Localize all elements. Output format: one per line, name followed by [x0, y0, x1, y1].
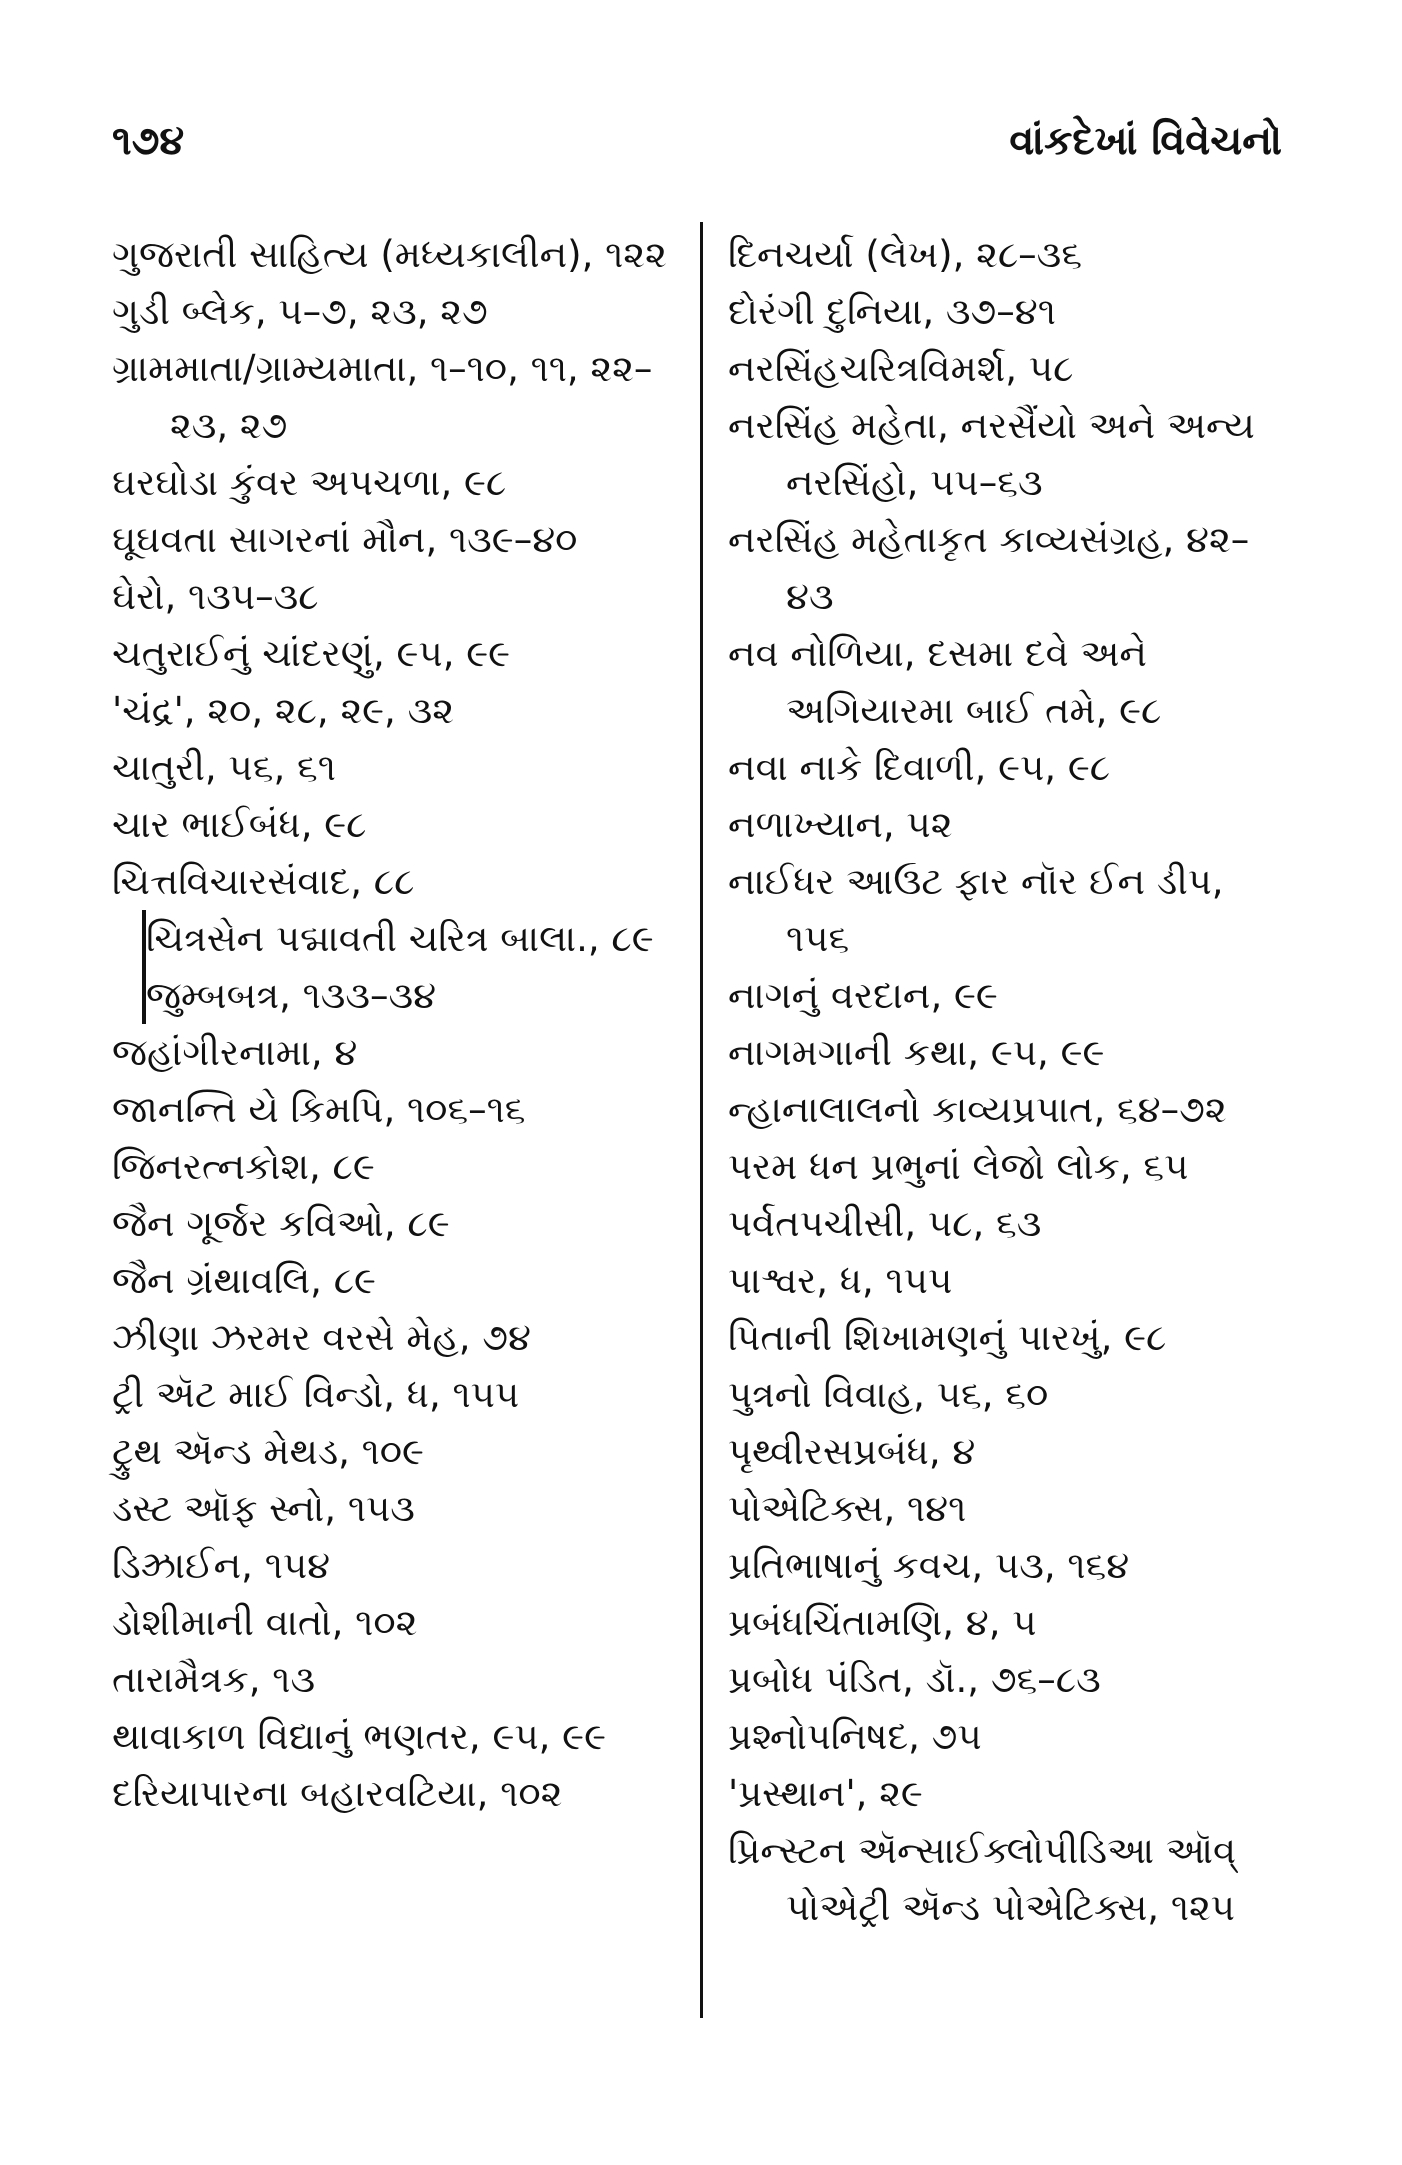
index-entry: નાગમગાની કથા, ૯૫, ૯૯	[728, 1031, 1105, 1074]
index-entry: ચાતુરી, ૫૬, ૬૧	[112, 746, 336, 789]
index-entry: નાઈધર આઉટ ફાર નૉર ઈન ડીપ, ૧૫૬	[728, 860, 1224, 960]
index-left-column	[112, 226, 692, 1822]
column-divider	[700, 222, 703, 2018]
index-entry: પ્રતિભાષાનું કવચ, ૫૩, ૧૬૪	[728, 1544, 1130, 1587]
index-entry: ઝીણા ઝરમર વરસે મેહ, ૭૪	[112, 1316, 531, 1359]
index-entry: પ્રશ્નોપનિષદ, ૭૫	[728, 1715, 982, 1758]
index-entry: પોએટિક્સ, ૧૪૧	[728, 1487, 967, 1530]
index-entry: પૃથ્વીરસપ્રબંધ, ૪	[728, 1430, 976, 1473]
index-entry: પિતાની શિખામણનું પારખું, ૯૮	[728, 1316, 1167, 1359]
index-entry: જિનરત્નકોશ, ૮૯	[112, 1145, 375, 1188]
index-entry: પ્રબોધ પંડિત, ડૉ., ૭૬–૮૩	[728, 1658, 1101, 1701]
index-entry: ડોશીમાની વાતો, ૧૦૨	[112, 1601, 418, 1644]
index-entry: નરસિંહ મહેતા, નરસૈંયો અને અન્ય નરસિંહો, ૫૫–૬૩	[728, 404, 1255, 504]
index-entry: ઘરઘોડા કુંવર અપચળા, ૯૮	[112, 461, 507, 504]
index-entry: ચતુરાઈનું ચાંદરણું, ૯૫, ૯૯	[112, 632, 511, 675]
index-entry: પ્રબંધચિંતામણિ, ૪, ૫	[728, 1601, 1037, 1644]
index-entry: તારામૈત્રક, ૧૩	[112, 1658, 316, 1701]
index-entry-marked: ચિત્રસેન પદ્માવતી ચરિત્ર બાલા., ૮૯	[142, 910, 692, 967]
index-entry: પરમ ધન પ્રભુનાં લેજો લોક, ૬૫	[728, 1145, 1189, 1188]
index-entry: ઘૂઘવતા સાગરનાં મૌન, ૧૩૯–૪૦	[112, 518, 578, 561]
index-entry: ચિત્તવિચારસંવાદ, ૮૮	[112, 860, 415, 903]
index-entry: દરિયાપારના બહારવટિયા, ૧૦૨	[112, 1772, 563, 1815]
index-entry: પાશ્વર, ધ, ૧૫૫	[728, 1259, 953, 1302]
index-entry: પર્વતપચીસી, ૫૮, ૬૩	[728, 1202, 1042, 1245]
index-entry: 'ચંદ્ર', ૨૦, ૨૮, ૨૯, ૩૨	[112, 689, 454, 732]
running-head: વાંકદેખાં વિવેચનો	[1009, 118, 1282, 164]
index-entry: ટ્રુથ ઍન્ડ મેથડ, ૧૦૯	[112, 1430, 424, 1473]
index-entry: થાવાકાળ વિદ્યાનું ભણતર, ૯૫, ૯૯	[112, 1715, 606, 1758]
index-entry: જાનન્તિ યે કિમપિ, ૧૦૬–૧૬	[112, 1088, 526, 1131]
index-entry: જહાંગીરનામા, ૪	[112, 1031, 358, 1074]
index-entry: ગુડી બ્લેક, ૫–૭, ૨૩, ૨૭	[112, 290, 488, 333]
index-entry: નાગનું વરદાન, ૯૯	[728, 974, 998, 1017]
page-number: ૧૭૪	[112, 118, 185, 164]
index-entry: ડસ્ટ ઑફ સ્નો, ૧૫૩	[112, 1487, 415, 1530]
index-entry: જૈન ગ્રંથાવલિ, ૮૯	[112, 1259, 376, 1302]
index-entry: નળાખ્યાન, ૫૨	[728, 803, 953, 846]
index-entry: પ્રિન્સ્ટન ઍન્સાઈક્લોપીડિઆ ઑવ્ પોએટ્રી ઍન્ડ પોએટિક્સ, ૧૨૫	[728, 1829, 1236, 1929]
index-entry: પુત્રનો વિવાહ, ૫૬, ૬૦	[728, 1373, 1049, 1416]
index-right-column	[728, 226, 1288, 1936]
index-entry: ચાર ભાઈબંધ, ૯૮	[112, 803, 367, 846]
index-entry: ટ્રી ઍટ માઈ વિન્ડો, ધ, ૧૫૫	[112, 1373, 520, 1416]
index-entry: નરસિંહ મહેતાકૃત કાવ્યસંગ્રહ, ૪૨–૪૩	[728, 518, 1250, 618]
index-entry: ગુજરાતી સાહિત્ય (મધ્યકાલીન), ૧૨૨	[112, 233, 667, 276]
index-entry-marked: જુમ્બબત્ર, ૧૩૩–૩૪	[142, 967, 692, 1024]
index-entry: ન્હાનાલાલનો કાવ્યપ્રપાત, ૬૪–૭૨	[728, 1088, 1227, 1131]
index-entry: નરસિંહચરિત્રવિમર્શ, ૫૮	[728, 347, 1074, 390]
index-entry: નવ નોળિયા, દસમા દવે અને અગિયારમા બાઈ તમે, ૯૮	[728, 632, 1162, 732]
index-entry: 'પ્રસ્થાન', ૨૯	[728, 1772, 923, 1815]
index-entry: જૈન ગૂર્જર કવિઓ, ૮૯	[112, 1202, 450, 1245]
index-entry: નવા નાકે દિવાળી, ૯૫, ૯૮	[728, 746, 1111, 789]
index-entry: ઘેરો, ૧૩૫–૩૮	[112, 575, 319, 618]
index-entry: દિનચર્યા (લેખ), ૨૮–૩૬	[728, 233, 1083, 276]
index-entry: ગ્રામમાતા/ગ્રામ્યમાતા, ૧–૧૦, ૧૧, ૨૨–૨૩, ૨૭	[112, 347, 653, 447]
index-entry: ડિઝ્રાઈન, ૧૫૪	[112, 1544, 331, 1587]
index-entry: દોરંગી દુનિયા, ૩૭–૪૧	[728, 290, 1056, 333]
